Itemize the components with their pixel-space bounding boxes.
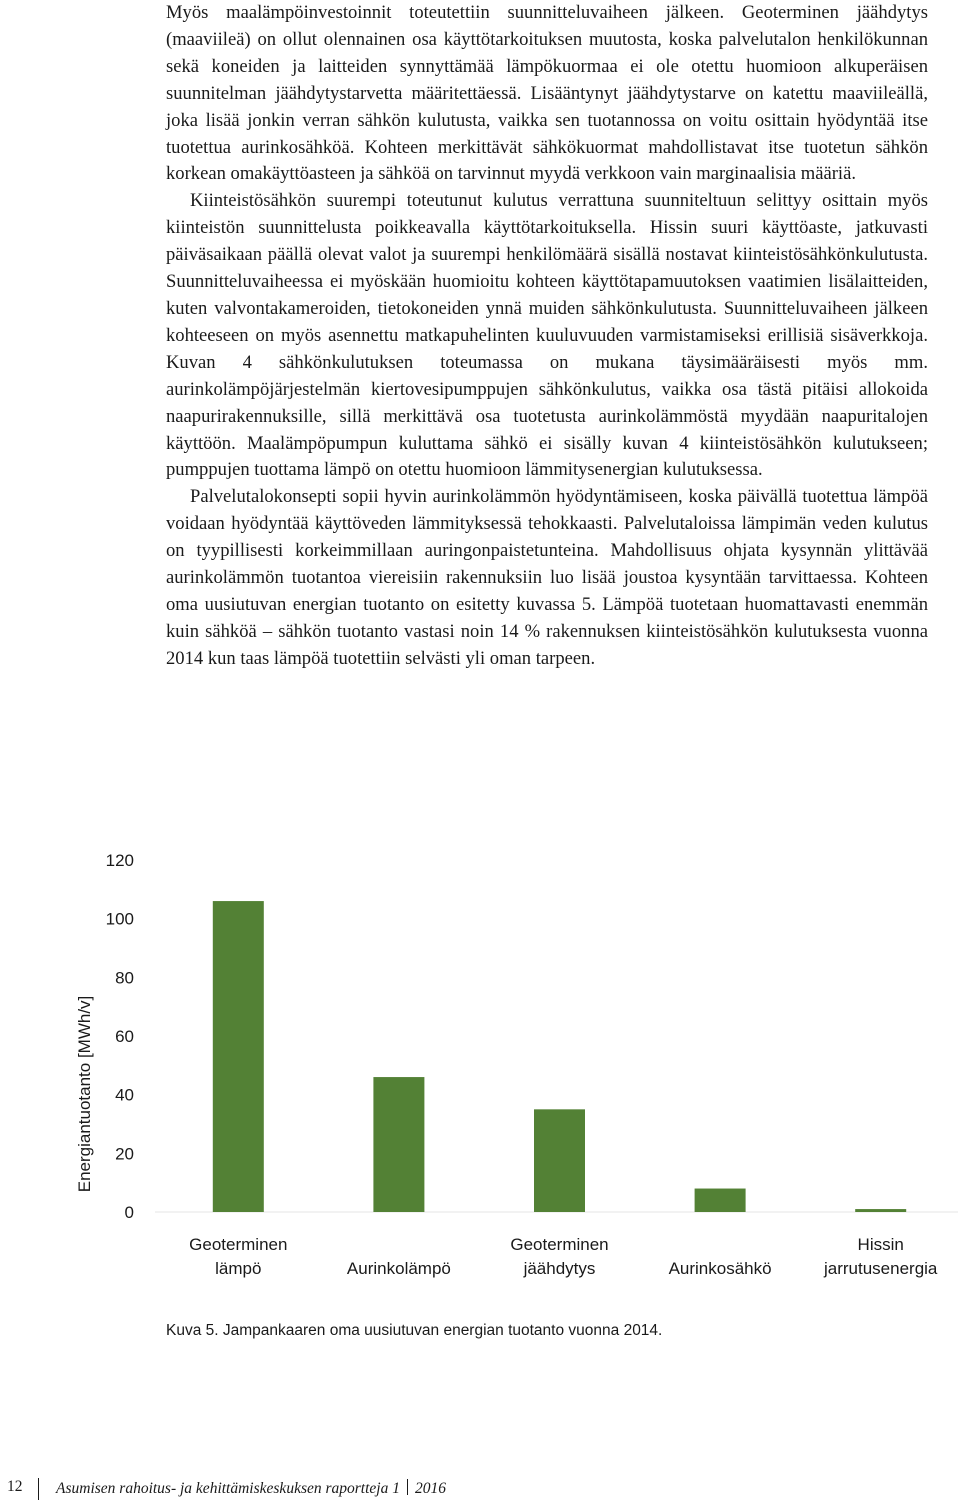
bar <box>213 901 264 1212</box>
y-tick-label: 120 <box>105 851 134 870</box>
footer-series <box>56 1479 446 1498</box>
chart-canvas <box>0 830 960 1290</box>
bar <box>855 1209 906 1212</box>
y-tick-label: 0 <box>124 1203 134 1222</box>
category-label: Aurinkolämpö <box>346 1259 451 1278</box>
series-title: Asumisen rahoitus- ja kehittämiskeskuksen raportteja 1 <box>56 1480 400 1497</box>
figure-caption: Kuva 5. Jampankaaren oma uusiutuvan energian tuotanto vuonna 2014. <box>166 1322 663 1339</box>
category-label: Aurinkosähkö <box>668 1259 772 1278</box>
y-tick-label: 60 <box>115 1027 134 1046</box>
category-label: lämpö <box>215 1259 262 1278</box>
energy-production-chart <box>0 830 960 1290</box>
paragraph-2: Kiinteistösähkön suurempi toteutunut kulutus verrattuna suunniteltuun selittyy osittain myös kiinteistön suunnittelusta poikkeavalla käyttötarkoituksella. Hissin suuri käyttöaste, jatkuvasti päiväsaikaan päällä olevat valot ja suurempi henkilömäärä sisällä nostavat kiinteistösähkönkulutusta. Suunnitteluvaiheessa ei myöskään huomioitu kohteen käyttötapamuutoksen vaatimien lisälaitteiden, kuten valvontakameroiden, tietokoneiden ynnä muiden sähkönkulutusta. Suunnitteluvaiheen jälkeen kohteeseen on myös asennettu matkapuhelinten kuuluvuuden varmistamiseksi erillisiä sisäverkkoja. Kuvan 4 sähkönkulutuksen toteumassa on mukana täysimääräisesti myös mm. aurinkolämpöjärjestelmän kiertovesipumppujen sähkönkulutus, vaikka osa tästä pitäisi allokoida naapurirakennuksille, sillä merkittävä osa tuotetusta aurinkolämmöstä myydään naapuritalojen käyttöön. Maalämpöpumpun kuluttama sähkö ei sisälly kuvan 4 kiinteistösähkön kulutukseen; pumppujen tuottama lämpö on otettu huomioon lämmitysenergian kulutuksessa. <box>166 190 928 481</box>
page-number: 12 <box>7 1478 23 1495</box>
page-footer <box>0 1478 960 1500</box>
y-axis-label: Energiantuotanto [MWh/v] <box>75 995 94 1193</box>
category-label: Geoterminen <box>510 1235 609 1254</box>
y-tick-label: 40 <box>115 1085 134 1105</box>
y-tick-label: 80 <box>115 968 134 988</box>
category-label: jäähdytys <box>523 1259 596 1278</box>
footer-separator <box>407 1479 408 1495</box>
paragraph-3: Palvelutalokonsepti sopii hyvin aurinkolämmön hyödyntämiseen, koska päivällä tuotettua lämpöä voidaan hyödyntää käyttöveden lämmityksessä tehokkaasti. Palvelutaloissa lämpimän veden kulutus on tyypillisesti korkeimmillaan auringonpaistetunteina. Mahdollisuus ohjata kysynnän ylittävää aurinkolämmön tuotantoa viereisiin rakennuksiin luo lisää joustoa kysyntään tarvittaessa. Kohteen oma uusiutuvan energian tuotanto on esitetty kuvassa 5. Lämpöä tuotetaan huomattavasti enemmän kuin sähköä – sähkön tuotanto vastasi noin 14 % rakennuksen kiinteistösähkön kulutuksesta vuonna 2014 kun taas lämpöä tuotettiin selvästi yli oman tarpeen. <box>166 486 928 669</box>
category-label: Geoterminen <box>189 1235 288 1254</box>
bar <box>373 1077 424 1212</box>
category-label: Hissin <box>857 1235 904 1254</box>
footer-year: 2016 <box>414 1480 446 1497</box>
y-tick-label: 100 <box>105 909 134 929</box>
y-tick-label: 20 <box>115 1144 134 1164</box>
paragraph-1: Myös maalämpöinvestoinnit toteutettiin suunnitteluvaiheen jälkeen. Geoterminen jäähdytys (maaviileä) on ollut olennainen osa käyttötarkoituksen muutosta, koska palvelutalon henkilökunnan sekä koneiden ja laitteiden synnyttämää lämpökuormaa ei ole otettu huomioon alkuperäisen suunnitelman jäähdytystarvetta määritettäessä. Lisääntynyt jäähdytystarve on katettu maaviileällä, joka lisää jonkin verran sähkön kulutusta, vaikka sen tuotannossa on voitu osittain hyödyntää itse tuotettua aurinkosähköä. Kohteen merkittävät sähkökuormat mahdollistavat itse tuotetun sähkön korkean omakäyttöasteen ja sähköä on tarvinnut myydä verkkoon vain marginaalisia määriä. <box>166 2 928 185</box>
bar <box>695 1189 746 1212</box>
bar <box>534 1109 585 1212</box>
footer-divider <box>38 1478 39 1500</box>
body-text <box>166 0 928 673</box>
category-label: jarrutusenergia <box>823 1259 938 1278</box>
